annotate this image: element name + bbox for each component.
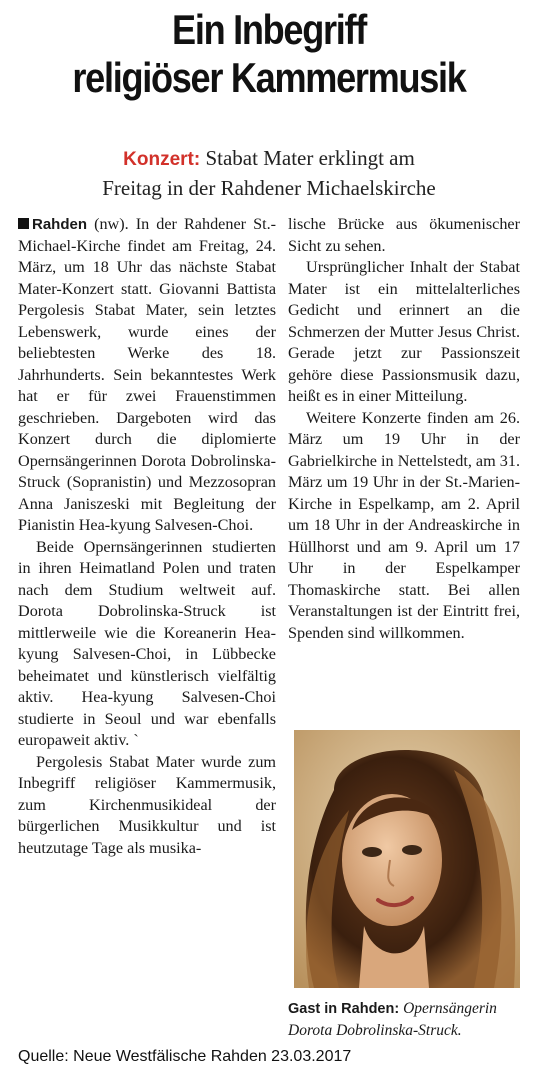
- subheadline-text-1: Stabat Mater erklingt am: [205, 146, 415, 170]
- subheadline: [0, 144, 538, 202]
- photo-caption: [288, 998, 524, 1041]
- article-paragraph: Pergolesis Stabat Mater wurde zum Inbegriff religiöser Kammermusik, zum Kirchenmusikideal der bürgerlichen Musikkultur und ist heutzutage Tage als musika-: [18, 752, 276, 857]
- caption-lead: Gast in Rahden:: [288, 1001, 400, 1017]
- subheadline-line-1: [0, 144, 538, 174]
- article-column-left: [18, 214, 276, 859]
- article-paragraph: lische Brücke aus ökumenischer Sicht zu sehen.: [288, 215, 520, 255]
- dateline: Rahden: [32, 216, 88, 233]
- portrait-icon: [294, 730, 520, 988]
- article-paragraph: Weitere Konzerte finden am 26. März um 19 Uhr in der Gabrielkirche in Nettelstedt, am 31. März um 19 Uhr in der St.-Marien-Kirche in Espelkamp, am 2. April um 18 Uhr in der Andreaskirche in Hüllhorst und am 9. April um 17 Uhr in der Espelkamper Thomaskirche statt. Bei allen Veranstaltungen ist der Eintritt frei, Spenden sind willkommen.: [288, 408, 520, 642]
- headline: [38, 6, 501, 102]
- article-paragraph: Ursprünglicher Inhalt der Stabat Mater ist ein mittelalterliches Gedicht und erinnert an die Schmerzen der Mutter Jesus Christ. Gerade jetzt zur Passionszeit gehöre diese Passionsmusik dazu, heißt es in einer Mitteilung.: [288, 258, 520, 405]
- paragraph-text: (nw). In der Rahdener St.-Michael-Kirche findet am Freitag, 24. März, um 18 Uhr das nächste Stabat Mater-Konzert statt. Giovanni Battista Pergolesis Stabat Mater, sein letztes Lebenswerk, wurde eines der beliebtesten Werke des 18. Jahrhunderts. Sein bekanntestes Werk hat er für zwei Frauenstimmen geschrieben. Dargeboten wird das Konzert durch die diplomierte Opernsängerinnen Dorota Dobrolinska-Struck (Sopranistin) und Mezzosopran Anna Janiszeski mit Begleitung der Pianistin Hea-kyung Salvesen-Choi.: [18, 215, 277, 534]
- headline-line-2: religiöser Kammermusik: [72, 54, 466, 101]
- kicker-label: Konzert:: [123, 149, 201, 170]
- article-column-right: [288, 214, 520, 644]
- subheadline-text-2: Freitag in der Rahdener Michaelskirche: [102, 176, 436, 200]
- caption-text: Opernsängerin Dorota Dobrolinska-Struck.: [288, 1000, 497, 1039]
- bullet-square-icon: [18, 218, 29, 229]
- article-paragraph: [18, 214, 276, 537]
- source-line: Quelle: Neue Westfälische Rahden 23.03.2017: [18, 1048, 352, 1065]
- headline-line-1: Ein Inbegriff: [172, 6, 366, 53]
- article-paragraph: Beide Opernsängerinnen studierten in ihren Heimatland Polen und traten nach dem Studium weltweit auf. Dorota Dobrolinska-Struck ist mittlerweile wie die Koreanerin Hea-kyung Salvesen-Choi, in Lübbecke beheimatet und künstlerisch vielfältig aktiv. Hea-kyung Salvesen-Choi studierte in Seoul und war ebenfalls europaweit aktiv. `: [18, 537, 276, 749]
- portrait-photo: [294, 730, 520, 988]
